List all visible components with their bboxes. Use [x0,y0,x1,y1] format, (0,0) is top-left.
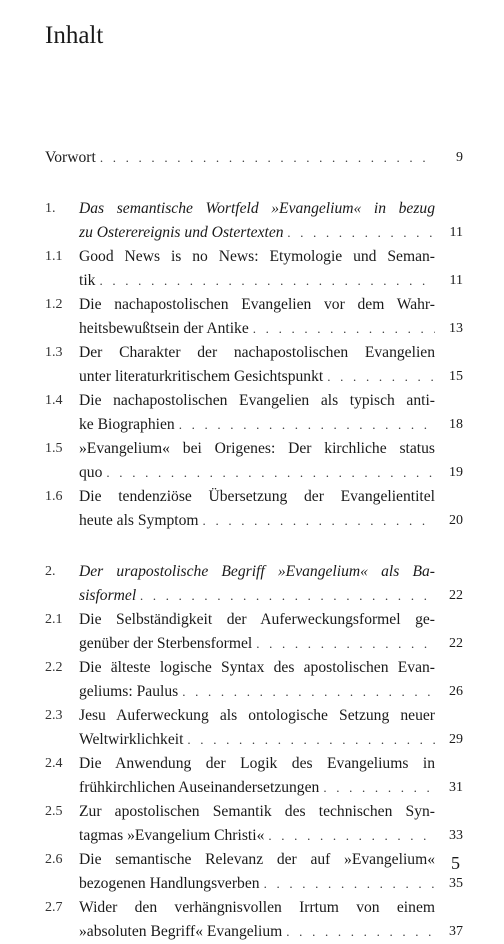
toc-entry-1-4[interactable] [45,389,463,437]
toc-entry-title [79,704,435,752]
toc-entry-1-1[interactable] [45,245,463,293]
page-number: 5 [451,853,460,873]
toc-entry-last-line [45,146,435,170]
toc-entry-title [79,197,435,245]
toc-entry-page-number: 9 [456,150,463,165]
toc-entry-title [79,896,435,944]
toc-entry-page-number: 11 [449,273,463,288]
toc-entry-last-line [79,269,435,293]
toc-entry-title [79,293,435,341]
toc-entry-title [79,752,435,800]
toc-entry-page-number: 35 [449,876,463,891]
toc-entry-title-line: Die tendenziöse Übersetzung der Evangelientitel [79,488,435,505]
toc-entry-2-5[interactable] [45,800,463,848]
toc-spacer [45,170,463,197]
toc-entry-last-line [79,680,435,704]
toc-entry-number: 2.2 [45,660,63,675]
toc-entry-last-line [79,317,435,341]
toc-entry-title-line: frühkirchlichen Auseinandersetzungen [79,779,320,796]
toc-entry-page-number: 13 [449,321,463,336]
toc-entry-1-3[interactable] [45,341,463,389]
toc-entry-2-3[interactable] [45,704,463,752]
toc-entry-number: 1. [45,201,56,216]
toc-entry-last-line [79,509,435,533]
toc-entry-title-line: Zur apostolischen Semantik des technischen Syn- [79,803,435,820]
toc-entry-title [79,437,435,485]
dot-leader [140,584,435,608]
toc-entry-page-number: 33 [449,828,463,843]
toc-entry-1-5[interactable] [45,437,463,485]
toc-entry-page-number: 26 [449,684,463,699]
toc-entry-1-6[interactable] [45,485,463,533]
dot-leader [106,461,435,485]
toc-entry-title-line: Wider den verhängnisvollen Irrtum von einem [79,899,435,916]
toc-entry-2-7[interactable] [45,896,463,944]
toc-entry-title-line: Weltwirklichkeit [79,731,184,748]
toc-entry-number: 2. [45,564,56,579]
toc-entry-1[interactable] [45,197,463,245]
dot-leader [99,269,435,293]
toc-entry-number: 2.1 [45,612,63,627]
toc-entry-title-line: tagmas »Evangelium Christi« [79,827,265,844]
toc-entry-number: 2.7 [45,900,63,915]
toc-entry-title-line: Good News is no News: Etymologie und Seman- [79,248,435,265]
dot-leader [323,776,435,800]
toc-entry-page-number: 18 [449,417,463,432]
toc-entry-title-line: Vorwort [45,149,96,166]
toc-entry-number: 1.1 [45,249,63,264]
toc-entry-title-line: Der Charakter der nachapostolischen Evangelien [79,344,435,361]
toc-entry-title-line: ke Biographien [79,416,175,433]
toc-entry-title [79,800,435,848]
toc-entry-title [79,341,435,389]
toc-entry-title-line: Die nachapostolischen Evangelien vor dem Wahr- [79,296,435,313]
toc-entry-page-number: 20 [449,513,463,528]
toc-entry-title [79,848,435,896]
toc-entry-title-line: genüber der Sterbensformel [79,635,253,652]
toc-entry-title [79,656,435,704]
dot-leader [179,413,435,437]
toc-entry-title-line: quo [79,464,103,481]
toc-entry-2-6[interactable] [45,848,463,896]
toc-entry-title [79,485,435,533]
toc-entry-page-number: 22 [449,588,463,603]
toc-entry-page-number: 29 [449,732,463,747]
toc-entry-last-line [79,365,435,389]
toc-entry-number: 1.3 [45,345,63,360]
page-title: Inhalt [45,22,104,49]
toc-entry-last-line [79,728,435,752]
dot-leader [182,680,435,704]
dot-leader [253,317,435,341]
dot-leader [327,365,435,389]
dot-leader [256,632,435,656]
toc-entry-number: 2.4 [45,756,63,771]
toc-entry-title [79,560,435,608]
toc-entry-vorwort[interactable] [45,146,463,170]
toc-entry-page-number: 31 [449,780,463,795]
toc-entry-last-line [79,632,435,656]
toc-entry-title [79,608,435,656]
dot-leader [100,146,435,170]
toc-entry-title-line: sisformel [79,587,137,604]
toc-entry-title-line: unter literaturkritischem Gesichtspunkt [79,368,324,385]
toc-entry-2[interactable] [45,560,463,608]
table-of-contents [45,146,463,944]
toc-entry-title-line: Die Anwendung der Logik des Evangeliums in [79,755,435,772]
toc-entry-title-line: Die älteste logische Syntax des apostolischen Evan- [79,659,435,676]
toc-entry-title-line: zu Osterereignis und Ostertexten [79,224,284,241]
dot-leader [286,920,435,944]
toc-entry-title-line: bezogenen Handlungsverben [79,875,260,892]
toc-entry-title-line: Der urapostolische Begriff »Evangelium« als Ba- [79,563,435,580]
toc-entry-2-4[interactable] [45,752,463,800]
dot-leader [288,221,435,245]
dot-leader [264,872,435,896]
toc-entry-last-line [79,872,435,896]
toc-entry-number: 1.2 [45,297,63,312]
toc-entry-page-number: 11 [449,225,463,240]
toc-entry-title-line: heute als Symptom [79,512,199,529]
toc-entry-title-line: Die Selbständigkeit der Auferweckungsformel ge- [79,611,435,628]
toc-entry-last-line [79,824,435,848]
toc-entry-title-line: geliums: Paulus [79,683,179,700]
toc-entry-title-line: Das semantische Wortfeld »Evangelium« in bezug [79,200,435,217]
toc-entry-page-number: 19 [449,465,463,480]
toc-entry-last-line [79,776,435,800]
toc-entry-2-1[interactable] [45,608,463,656]
toc-entry-page-number: 22 [449,636,463,651]
toc-entry-last-line [79,413,435,437]
toc-entry-title-line: Die semantische Relevanz der auf »Evangelium« [79,851,435,868]
toc-entry-last-line [79,584,435,608]
toc-entry-page-number: 15 [449,369,463,384]
toc-entry-1-2[interactable] [45,293,463,341]
toc-entry-number: 2.6 [45,852,63,867]
toc-entry-number: 2.3 [45,708,63,723]
toc-entry-title-line: »Evangelium« bei Origenes: Der kirchliche status [79,440,435,457]
dot-leader [187,728,435,752]
toc-entry-title-line: heitsbewußtsein der Antike [79,320,249,337]
toc-entry-last-line [79,461,435,485]
toc-entry-number: 1.5 [45,441,63,456]
toc-entry-page-number: 37 [449,924,463,939]
toc-entry-last-line [79,920,435,944]
toc-entry-2-2[interactable] [45,656,463,704]
toc-entry-title [79,389,435,437]
toc-entry-title-line: Jesu Auferweckung als ontologische Setzung neuer [79,707,435,724]
dot-leader [268,824,435,848]
toc-entry-number: 1.6 [45,489,63,504]
toc-entry-number: 2.5 [45,804,63,819]
toc-entry-title-line: »absoluten Begriff« Evangelium [79,923,283,940]
toc-entry-title-line: tik [79,272,96,289]
dot-leader [203,509,435,533]
toc-entry-number: 1.4 [45,393,63,408]
toc-entry-title [79,245,435,293]
toc-entry-title-line: Die nachapostolischen Evangelien als typisch anti- [79,392,435,409]
toc-entry-title [45,146,435,170]
toc-entry-last-line [79,221,435,245]
toc-spacer [45,533,463,560]
